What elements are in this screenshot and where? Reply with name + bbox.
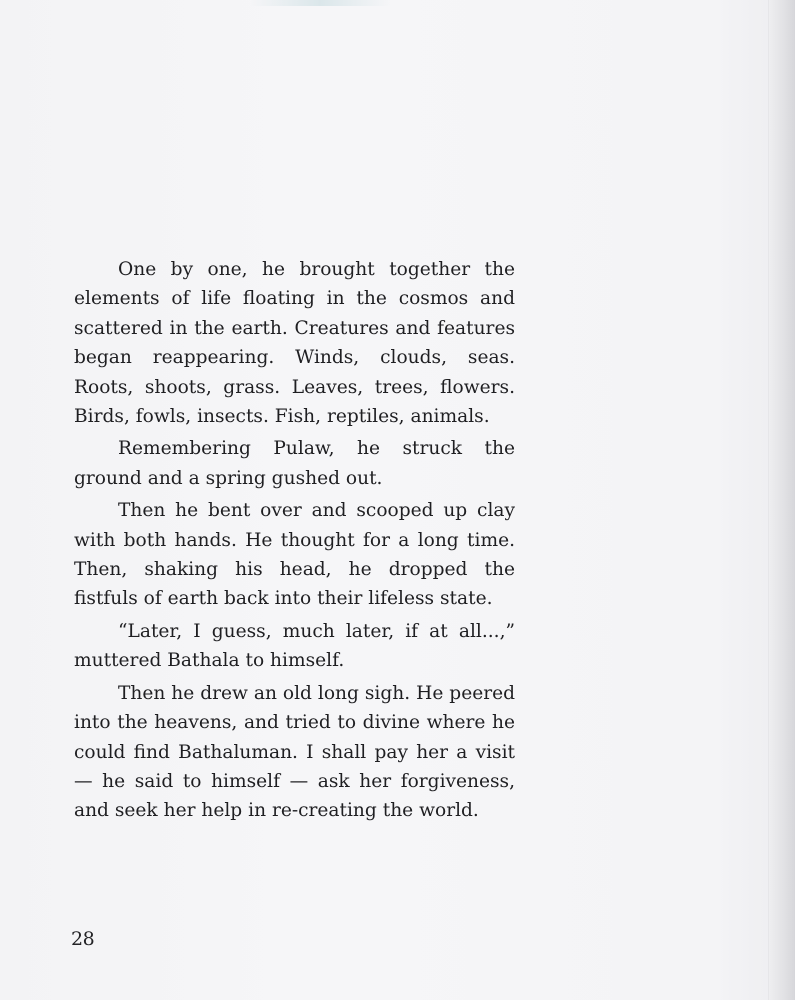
- paragraph-spring: Remembering Pulaw, he struck the ground and a spring gushed out.: [74, 438, 515, 489]
- paragraph-clay: Then he bent over and scooped up clay with both hands. He thought for a long time. Then, shaking his head, he dropped the fistfuls of earth back into their lifeless state.: [74, 500, 515, 610]
- paragraph-bathaluman: Then he drew an old long sigh. He peered into the heavens, and tried to divine where he could find Bathaluman. I shall pay her a visit — he said to himself — ask her forgiveness, and seek her help in re-creating the world.: [74, 682, 515, 822]
- page-binding-edge: [768, 0, 795, 1000]
- story-text: [74, 255, 515, 829]
- top-smudge: [250, 0, 390, 6]
- page-number: 28: [71, 928, 95, 950]
- paragraph-quote: “Later, I guess, much later, if at all...,” muttered Bathala to himself.: [74, 620, 515, 672]
- paragraph-creation: One by one, he brought together the elements of life floating in the cosmos and scattered in the earth. Creatures and features began reappearing. Winds, clouds, seas. Roots, shoots, grass. Leaves, trees, flowers. Birds, fowls, insects. Fish, reptiles, animals.: [74, 259, 515, 428]
